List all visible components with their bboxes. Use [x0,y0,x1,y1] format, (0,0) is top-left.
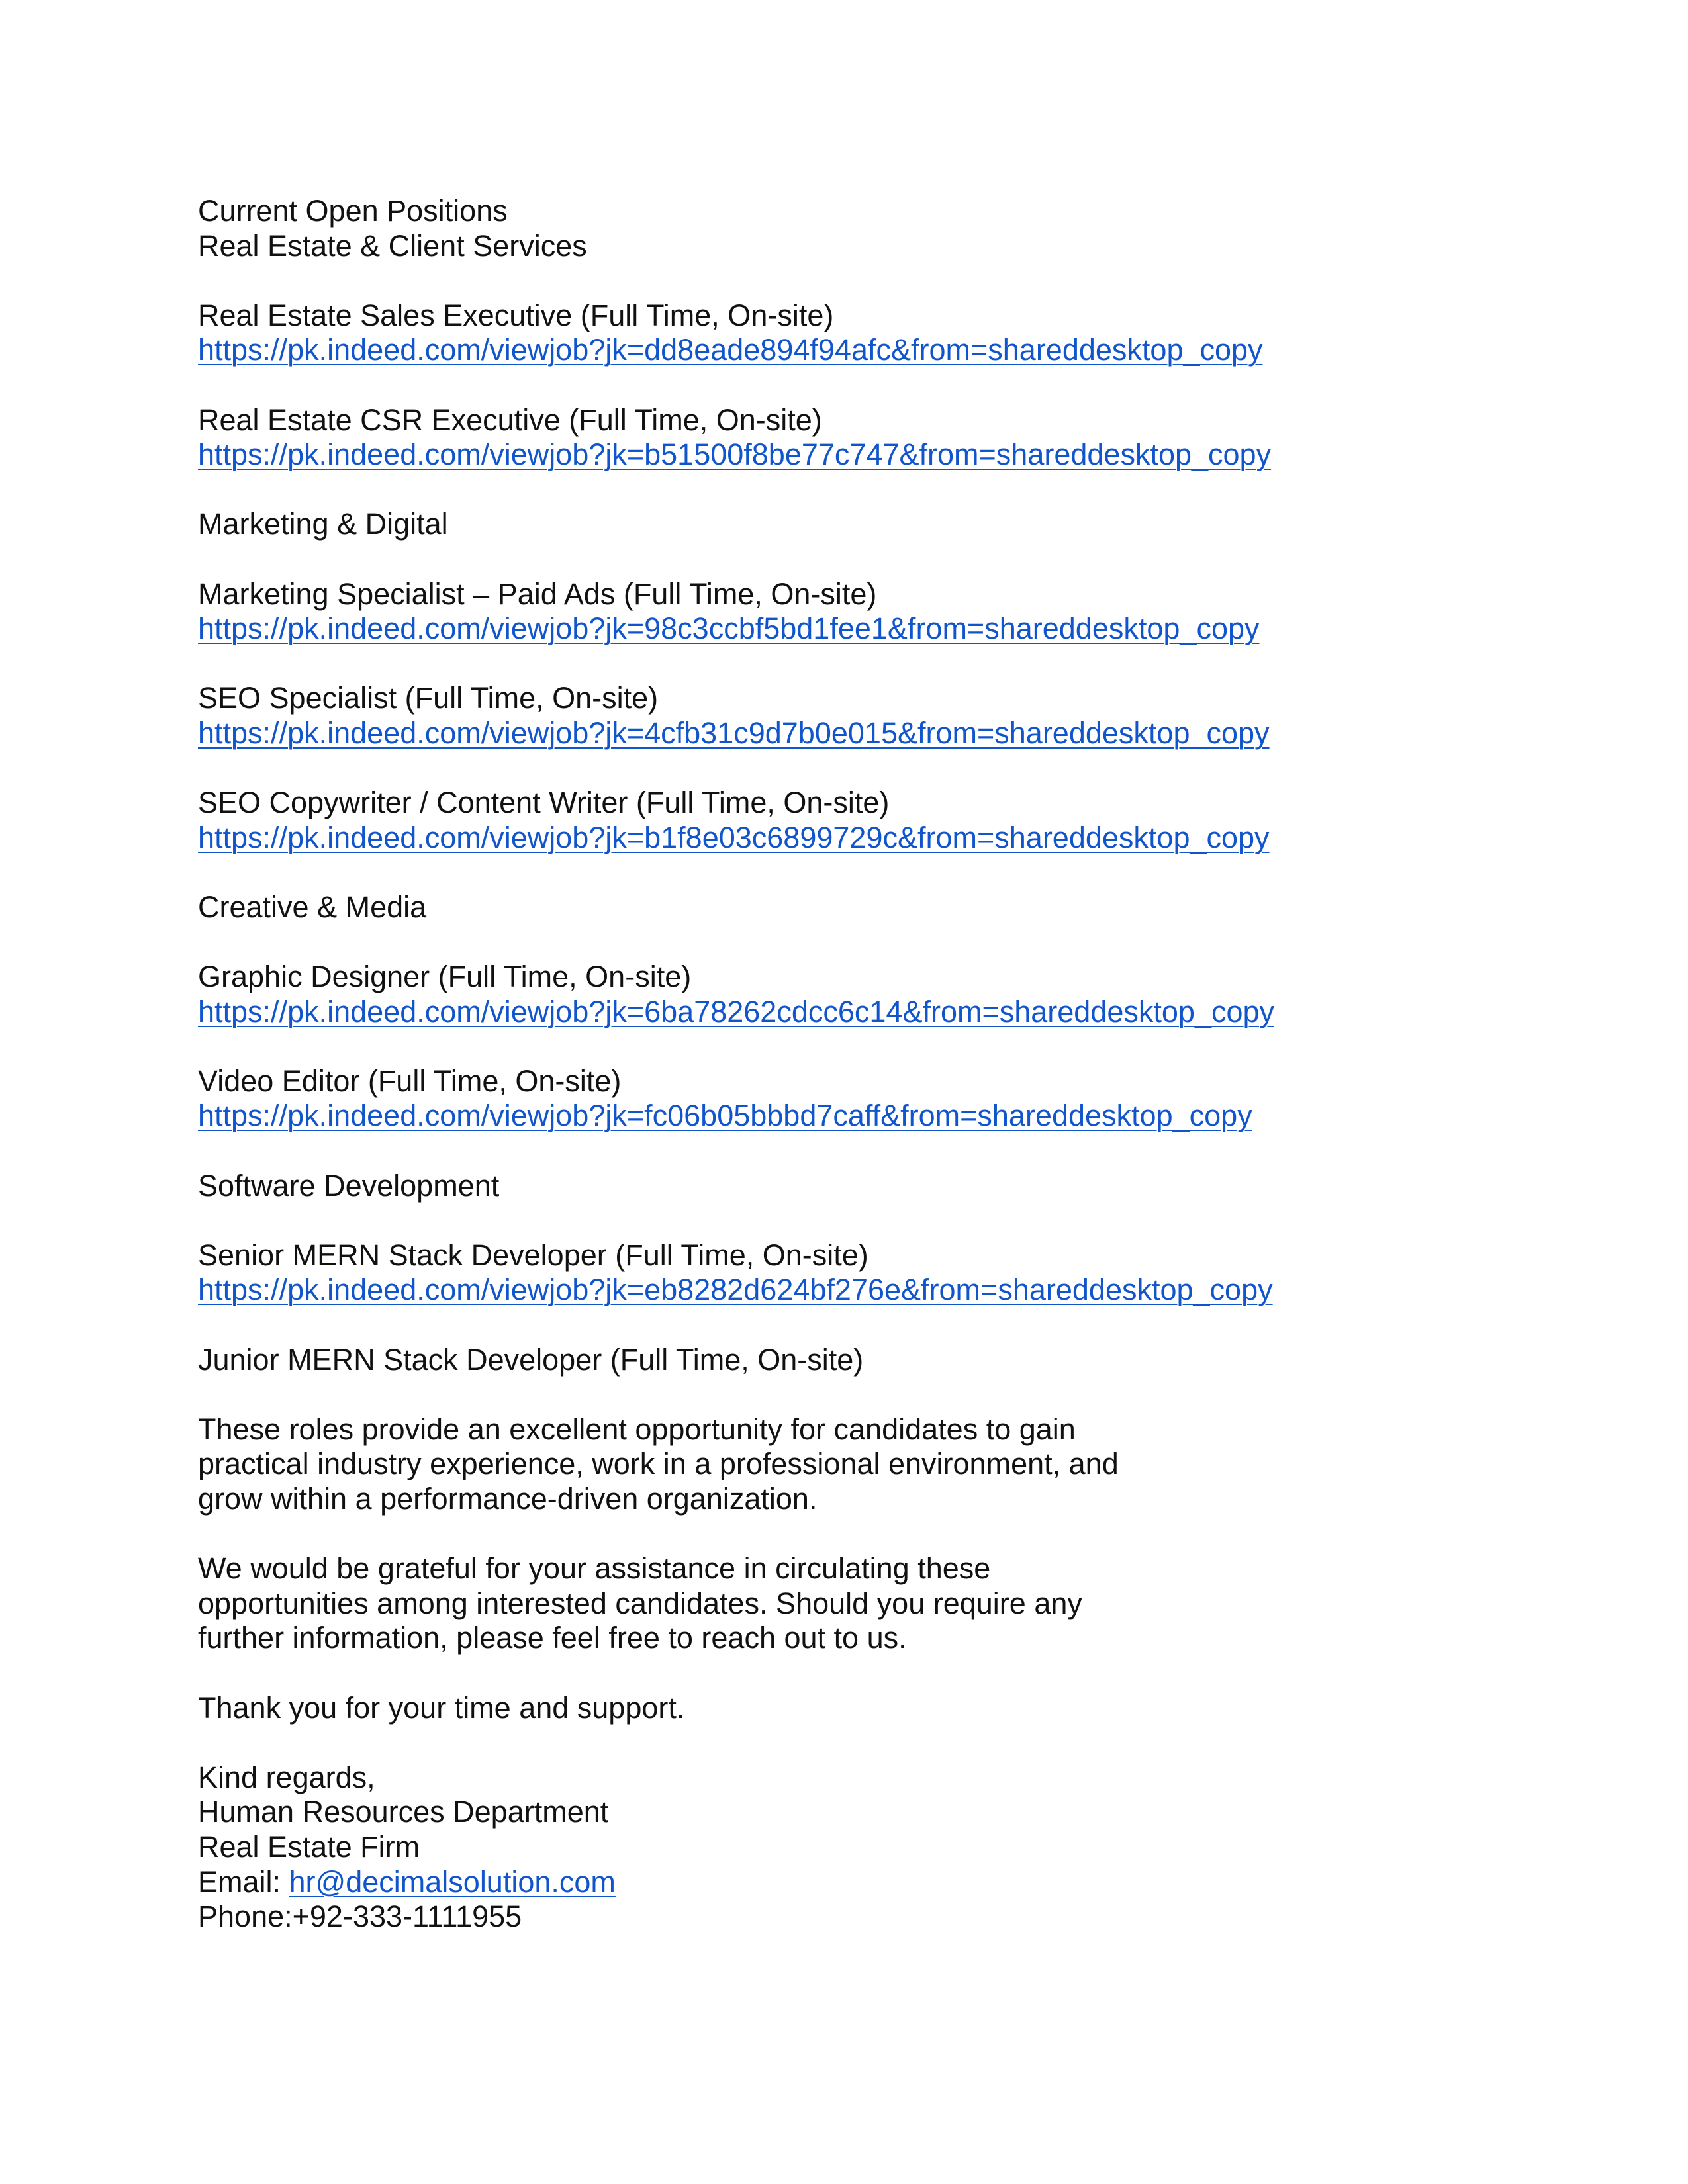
spacer [198,263,1456,298]
paragraph-line: practical industry experience, work in a professional environment, and [198,1447,1119,1481]
job-title: Junior MERN Stack Developer (Full Time, On-site) [198,1342,864,1377]
spacer [198,1029,1456,1064]
job-title: Video Editor (Full Time, On-site) [198,1064,622,1098]
spacer [198,473,1456,508]
paragraph-line: These roles provide an excellent opportunity for candidates to gain [198,1412,1076,1446]
job-link[interactable]: https://pk.indeed.com/viewjob?jk=b51500f8be77c747&from=shareddesktop_copy [198,437,1272,472]
spacer [198,1203,1456,1238]
page-title: Current Open Positions [198,194,508,228]
job-entry [198,1238,1456,1308]
company: Real Estate Firm [198,1829,420,1864]
spacer [198,1517,1456,1552]
job-link[interactable]: https://pk.indeed.com/viewjob?jk=eb8282d624bf276e&from=shareddesktop_copy [198,1273,1273,1307]
spacer [198,368,1456,403]
paragraph-opportunity [198,1412,1456,1517]
section-real-estate [198,229,1456,473]
department: Human Resources Department [198,1795,609,1829]
spacer [198,855,1456,890]
spacer [198,1725,1456,1760]
section-creative [198,890,1456,1134]
paragraph-line: We would be grateful for your assistance in circulating these [198,1551,991,1586]
job-title: Real Estate Sales Executive (Full Time, On-site) [198,298,834,332]
closing: Kind regards, [198,1760,375,1794]
job-entry [198,298,1456,368]
section-heading: Creative & Media [198,889,427,924]
spacer [198,542,1456,577]
job-link[interactable]: https://pk.indeed.com/viewjob?jk=6ba78262cdcc6c14&from=shareddesktop_copy [198,994,1275,1028]
paragraph-line: Thank you for your time and support. [198,1690,685,1725]
section-heading: Software Development [198,1168,500,1203]
email-label: Email: [198,1864,289,1899]
job-title: Senior MERN Stack Developer (Full Time, On-site) [198,1238,868,1272]
letter-body [198,194,1456,1934]
job-entry [198,577,1456,647]
section-software [198,1169,1456,1378]
job-title: SEO Copywriter / Content Writer (Full Time, On-site) [198,786,890,820]
paragraph-request [198,1551,1456,1656]
job-entry [198,681,1456,751]
job-entry [198,1064,1456,1134]
email-link[interactable]: hr@decimalsolution.com [289,1864,616,1899]
job-link[interactable]: https://pk.indeed.com/viewjob?jk=fc06b05bbbd7caff&from=shareddesktop_copy [198,1099,1252,1133]
section-marketing [198,507,1456,855]
job-entry [198,786,1456,855]
email-line [198,1865,1456,1900]
job-link[interactable]: https://pk.indeed.com/viewjob?jk=98c3ccbf5bd1fee1&from=shareddesktop_copy [198,612,1260,646]
paragraph-thanks [198,1691,1456,1726]
section-heading: Real Estate & Client Services [198,228,587,263]
spacer [198,1377,1456,1412]
spacer [198,1134,1456,1169]
signature-block [198,1760,1456,1934]
job-title: Marketing Specialist – Paid Ads (Full Time, On-site) [198,576,877,611]
job-title: SEO Specialist (Full Time, On-site) [198,681,659,715]
spacer [198,1308,1456,1343]
section-heading: Marketing & Digital [198,507,448,541]
job-title: Graphic Designer (Full Time, On-site) [198,960,692,994]
job-entry [198,403,1456,473]
job-entry [198,1343,1456,1378]
spacer [198,647,1456,682]
job-title: Real Estate CSR Executive (Full Time, On-site) [198,402,822,437]
job-link[interactable]: https://pk.indeed.com/viewjob?jk=dd8eade894f94afc&from=shareddesktop_copy [198,333,1263,367]
paragraph-line: opportunities among interested candidates. Should you require any [198,1586,1082,1620]
spacer [198,1656,1456,1691]
job-link[interactable]: https://pk.indeed.com/viewjob?jk=b1f8e03c6899729c&from=shareddesktop_copy [198,820,1270,854]
phone: Phone:+92-333-1111955 [198,1899,522,1934]
job-entry [198,960,1456,1029]
job-link[interactable]: https://pk.indeed.com/viewjob?jk=4cfb31c9d7b0e015&from=shareddesktop_copy [198,715,1270,750]
paragraph-line: further information, please feel free to reach out to us. [198,1621,907,1655]
spacer [198,925,1456,960]
spacer [198,751,1456,786]
paragraph-line: grow within a performance-driven organization. [198,1481,818,1516]
